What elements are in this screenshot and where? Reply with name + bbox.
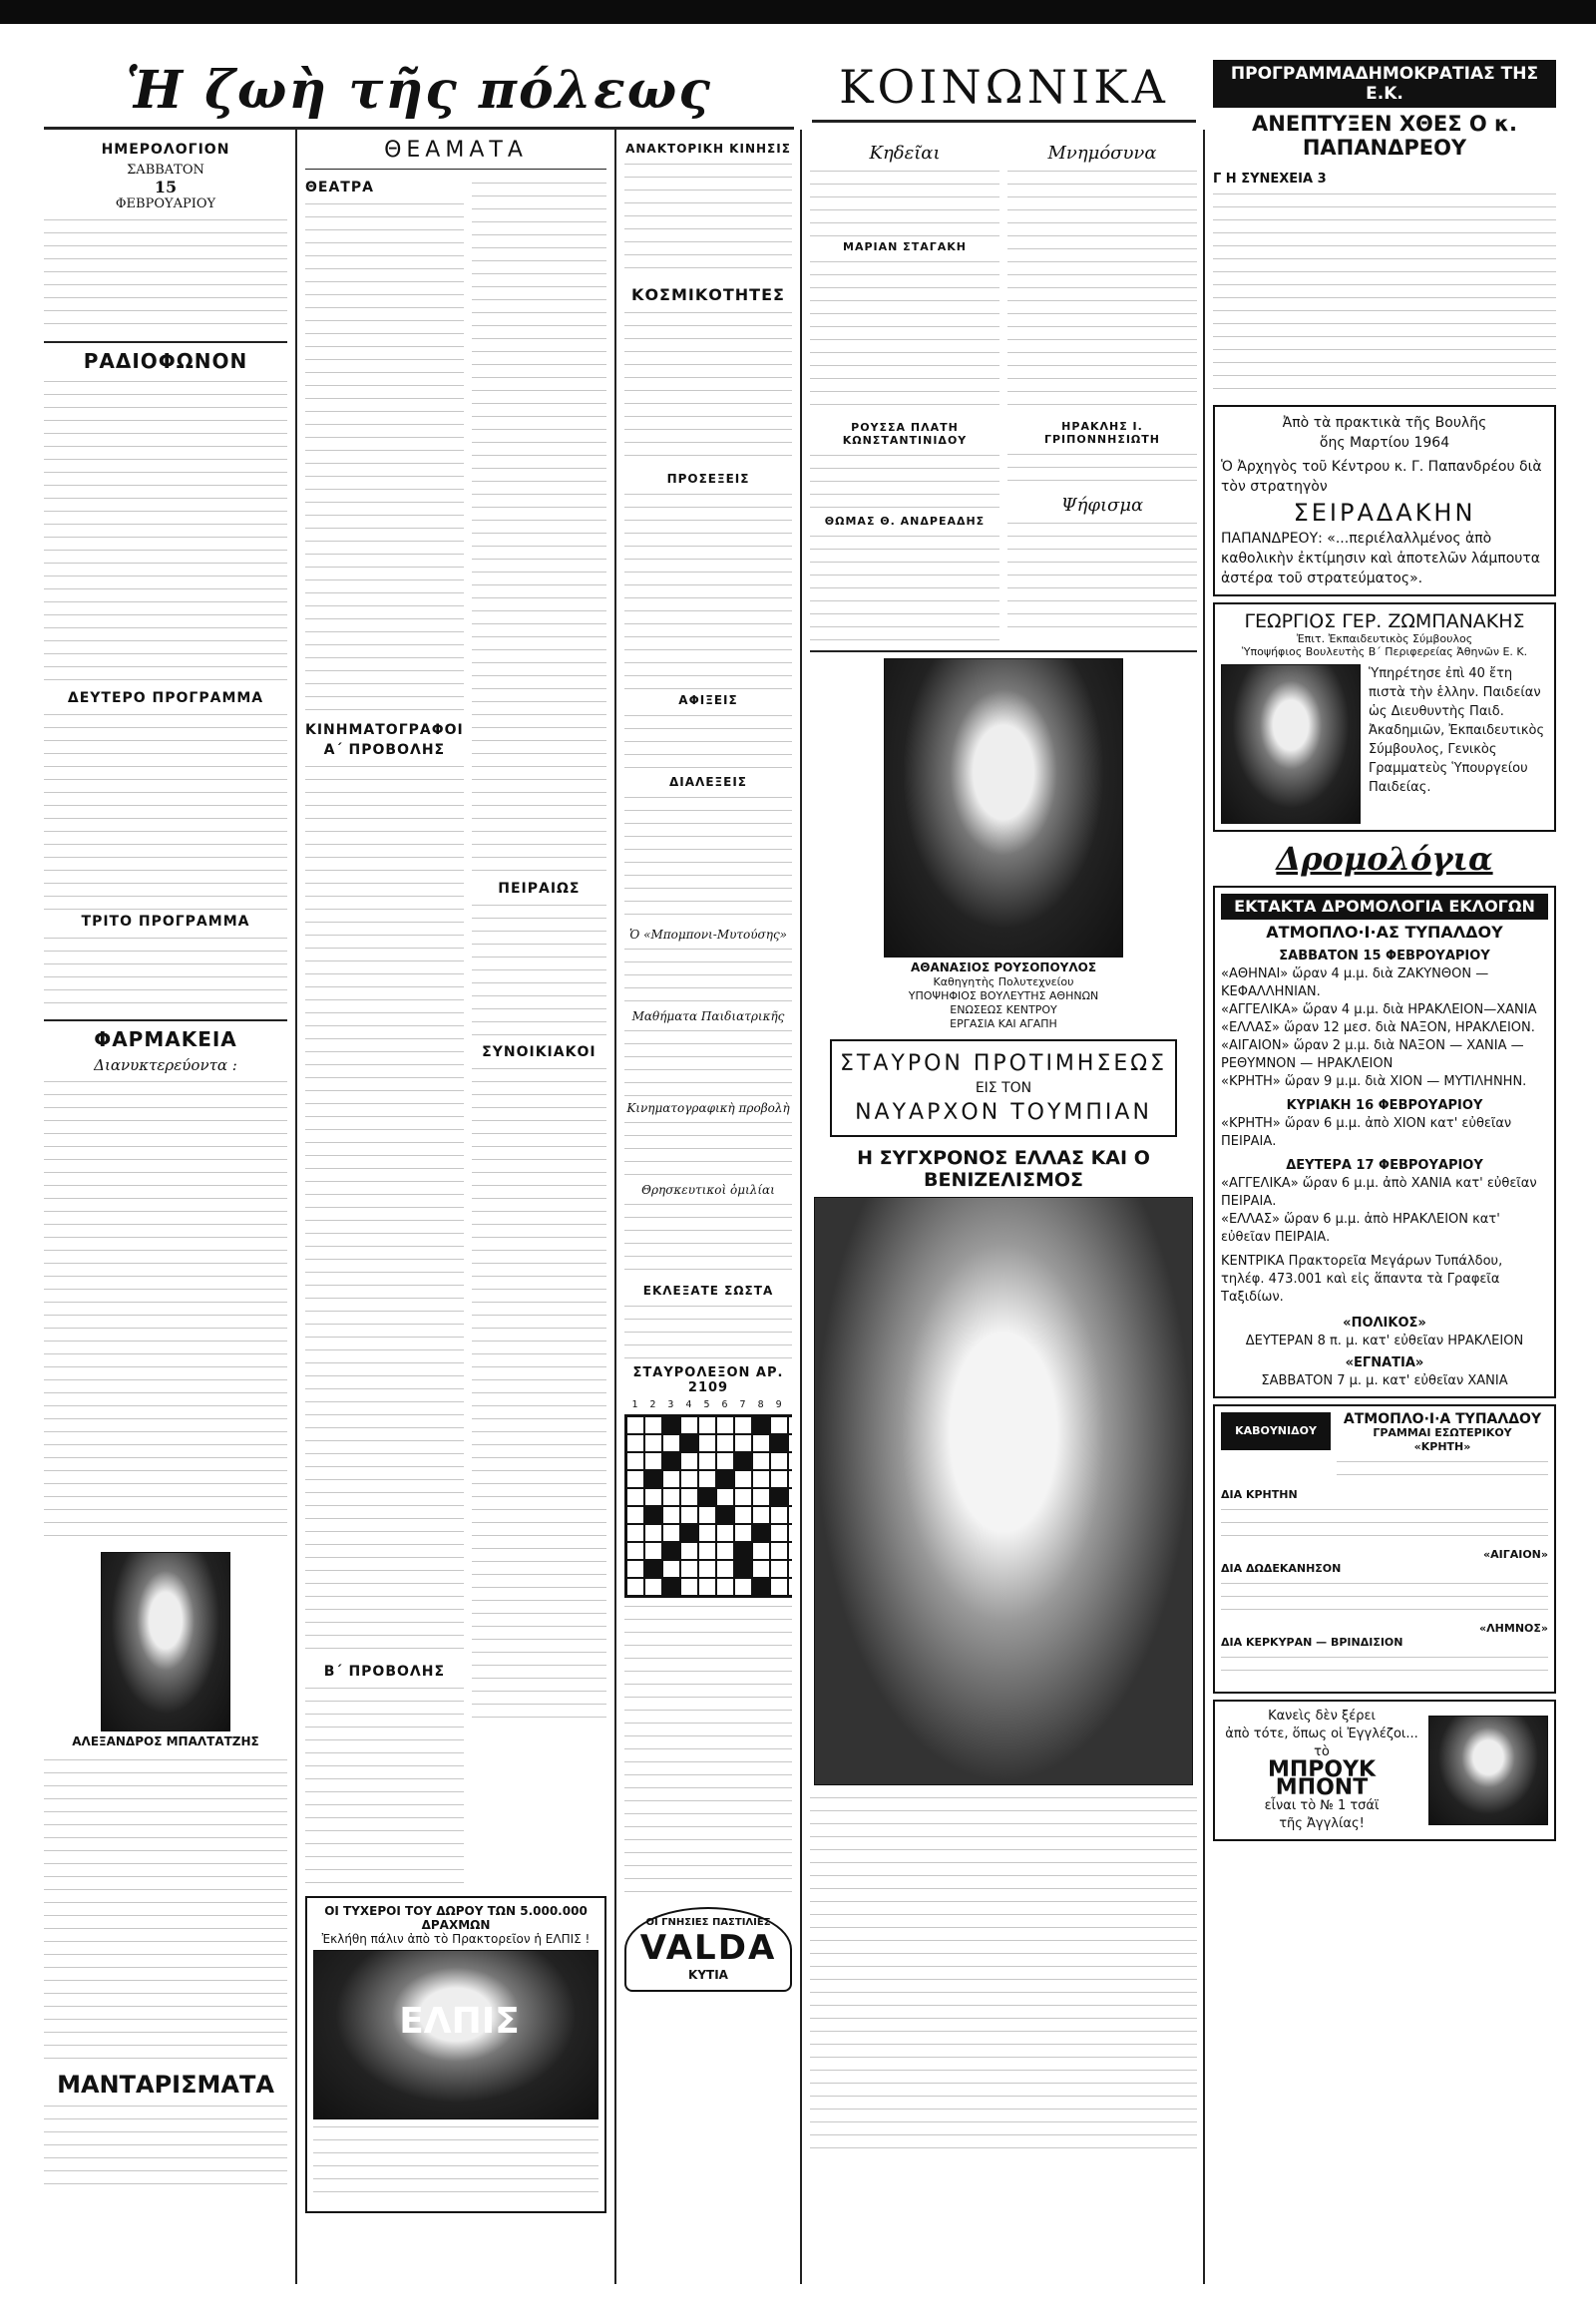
radio-head: ΡΑΔΙΟΦΩΝΟΝ xyxy=(83,349,248,373)
crossword-grid xyxy=(624,1414,792,1598)
calendar-head: ΗΜΕΡΟΛΟΓΙΟΝ xyxy=(101,142,230,158)
memorials-text xyxy=(1007,167,1197,416)
divider xyxy=(810,650,1197,652)
tea-pack-image xyxy=(1428,1716,1548,1825)
crossword-cell xyxy=(716,1488,734,1506)
route-line: «ΑΙΓΑΙΟΝ» ὥραν 2 μ.μ. διὰ ΝΑΞΟΝ — ΧΑΝΙΑ — ΡΕΘΥΜΝΟΝ — ΗΡΑΚΛΕΙΟΝ xyxy=(1221,1038,1524,1071)
crossword-cell xyxy=(698,1578,716,1596)
ship-3: «ΛΗΜΝΟΣ» xyxy=(1479,1622,1548,1635)
theatres-text xyxy=(305,199,464,718)
bomboniere-head: Ὁ «Μπομπονι-Μυτούσης» xyxy=(628,928,787,942)
crossword-cell xyxy=(698,1470,716,1488)
lottery-line2: Ἐκλήθη πάλιν ἀπὸ τὸ Πρακτορεῖον ἡ ΕΛΠΙΣ ! xyxy=(321,1932,591,1946)
crossword-cell xyxy=(788,1560,792,1578)
dia-kerkyran-text xyxy=(1221,1653,1548,1683)
theatres-head: ΘΕΑΤΡΑ xyxy=(305,180,374,195)
crossword-cell xyxy=(644,1434,662,1452)
crossword-cell xyxy=(734,1416,752,1434)
crossword-cell xyxy=(716,1434,734,1452)
right-banner-line1: ΠΡΟΓΡΑΜΜΑΔΗΜΟΚΡΑΤΙΑΣ ΤΗΣ Ε.Κ. xyxy=(1213,60,1556,108)
dia-dodekanison-text xyxy=(1221,1579,1548,1619)
crossword-cell xyxy=(716,1524,734,1542)
crossword-cell xyxy=(734,1524,752,1542)
newspaper-page xyxy=(44,60,1556,2289)
calendar-month: ΦΕΒΡΟΥΑΡΙΟΥ xyxy=(115,196,216,211)
continuation-note: Γ Η ΣΥΝΕΧΕΙΑ 3 xyxy=(1213,172,1327,187)
society-text xyxy=(624,308,792,468)
third-program-text xyxy=(44,934,287,1013)
funerals-text xyxy=(810,167,999,236)
crossword-cell xyxy=(752,1578,770,1596)
ship-1: «ΚΡΗΤΗ» xyxy=(1413,1440,1471,1453)
lottery-photo xyxy=(313,1950,598,2119)
crossword-cell xyxy=(770,1416,788,1434)
crossword-cell xyxy=(644,1560,662,1578)
ad-line2: ἀπὸ τότε, ὅπως οἱ Ἐγγλέζοι... xyxy=(1225,1727,1418,1741)
dia-kritin: ΔΙΑ ΚΡΗΤΗΝ xyxy=(1221,1488,1298,1501)
papandreou-quote: ΠΑΠΑΝΔΡΕΟΥ: «...περιέλαλλμένος ἀπὸ καθολικὴν ἐκτίμησιν καὶ ἀποτελῶν λάμπουτα ἀστέρα τοῦ στρατεύματος». xyxy=(1221,531,1541,586)
crossword-cell xyxy=(716,1578,734,1596)
theatres-left xyxy=(305,176,464,1886)
crossword-cell xyxy=(788,1470,792,1488)
pharmacies-text xyxy=(44,1077,287,1546)
piraeus-head: ΠΕΙΡΑΙΩΣ xyxy=(498,881,581,897)
crossword-cell xyxy=(716,1542,734,1560)
cinema-show-text xyxy=(624,1118,792,1178)
crossword-cell xyxy=(716,1416,734,1434)
crossword-cell xyxy=(734,1470,752,1488)
crossword-cell xyxy=(770,1470,788,1488)
arrivals-text xyxy=(624,711,792,771)
crossword-cell xyxy=(698,1434,716,1452)
crossword-cell xyxy=(698,1542,716,1560)
column-rule xyxy=(1203,130,1205,2284)
second-program-head: ΔΕΥΤΕΡΟ ΠΡΟΓΡΑΜΜΑ xyxy=(67,690,264,706)
third-program-head: ΤΡΙΤΟ ΠΡΟΓΡΑΜΜΑ xyxy=(81,914,250,930)
crossword-cell xyxy=(788,1434,792,1452)
calendar-date: 15 xyxy=(154,178,178,196)
crossword-cell xyxy=(626,1524,644,1542)
route-day: ΔΕΥΤΕΡΑ 17 ΦΕΒΡΟΥΑΡΙΟΥ xyxy=(1286,1158,1483,1173)
column-4 xyxy=(810,138,1197,2282)
rousopoulos-line2: ΥΠΟΨΗΦΙΟΣ ΒΟΥΛΕΥΤΗΣ ΑΘΗΝΩΝ xyxy=(908,989,1099,1002)
kavounidou-company xyxy=(1337,1412,1548,1488)
crossword-cell xyxy=(734,1578,752,1596)
portrait-text xyxy=(44,1755,287,2065)
court-head: ΑΝΑΚΤΟΡΙΚΗ ΚΙΝΗΣΙΣ xyxy=(625,142,791,156)
ad-line1: Κανεὶς δὲν ξέρει xyxy=(1268,1709,1376,1724)
rousopoulos-line3: ΕΝΩΣΕΩΣ ΚΕΝΤΡΟΥ xyxy=(950,1003,1057,1016)
column-3 xyxy=(624,138,792,2282)
calendar-day: ΣΑΒΒΑΤΟΝ xyxy=(127,163,204,178)
funerals-right xyxy=(1007,138,1197,644)
crossword-cell xyxy=(788,1524,792,1542)
psifisma-text xyxy=(1007,519,1197,638)
vouli-line1: Ἀπὸ τὰ πρακτικὰ τῆς Βουλῆς xyxy=(1282,415,1487,431)
column-rule xyxy=(295,130,297,2284)
masthead-title: Ἡ ζωὴ τῆς πόλεως xyxy=(126,60,712,121)
funerals-left xyxy=(810,138,999,644)
religious-text xyxy=(624,1200,792,1280)
crossword-cell xyxy=(626,1488,644,1506)
crossword-cell xyxy=(680,1542,698,1560)
crossword-cell xyxy=(644,1416,662,1434)
suburbs-head: ΣΥΝΟΙΚΙΑΚΟΙ xyxy=(482,1044,597,1060)
wedding-head: ΠΡΟΣΕΞΕΙΣ xyxy=(666,472,750,486)
ad-line3: τὸ xyxy=(1314,1744,1330,1759)
crossword-cell xyxy=(752,1542,770,1560)
crossword-cell xyxy=(626,1542,644,1560)
masthead-rule xyxy=(44,127,794,130)
crossword-cell xyxy=(788,1488,792,1506)
masthead-rule xyxy=(812,120,1196,123)
route-line: «ΚΡΗΤΗ» ὥραν 9 μ.μ. διὰ ΧΙΟΝ — ΜΥΤΙΛΗΝΗΝ. xyxy=(1221,1074,1527,1089)
lectures-head: ΔΙΑΛΕΞΕΙΣ xyxy=(669,775,747,789)
zompanakis-box xyxy=(1213,602,1556,832)
divider xyxy=(44,1019,287,1021)
kavounidou-logo: ΚΑΒΟΥΝΙΔΟΥ xyxy=(1221,1412,1331,1450)
papandreou-text xyxy=(1213,190,1556,399)
dia-dodekanison: ΔΙΑ ΔΩΔΕΚΑΝΗΣΟΝ xyxy=(1221,1562,1342,1575)
vouli-line3: Ὁ Ἀρχηγὸς τοῦ Κέντρου κ. Γ. Παπανδρέου διὰ τὸν στρατηγὸν xyxy=(1221,459,1542,495)
crossword-cell xyxy=(788,1506,792,1524)
crossword-cell xyxy=(734,1434,752,1452)
crossword-cell xyxy=(626,1452,644,1470)
funerals-split xyxy=(810,138,1197,644)
crossword-cell xyxy=(680,1560,698,1578)
crossword-cell xyxy=(644,1542,662,1560)
lottery-text xyxy=(313,2122,598,2202)
route-line: «ΕΛΛΑΣ» ὥραν 12 μεσ. διὰ ΝΑΞΟΝ, ΗΡΑΚΛΕΙΟΝ. xyxy=(1221,1020,1535,1035)
ektakta-banner: ΕΚΤΑΚΤΑ ΔΡΟΜΟΛΟΓΙΑ ΕΚΛΟΓΩΝ xyxy=(1221,894,1548,920)
top-black-bar xyxy=(0,0,1596,24)
route-day: ΣΑΒΒΑΤΟΝ 15 ΦΕΒΡΟΥΑΡΙΟΥ xyxy=(1279,949,1490,963)
dia-kerkyran: ΔΙΑ ΚΕΡΚΥΡΑΝ — ΒΡΙΝΔΙΣΙΟΝ xyxy=(1221,1636,1403,1649)
crossword-cell xyxy=(662,1560,680,1578)
calendar-text xyxy=(44,215,287,335)
ad-line5: τῆς Ἀγγλίας! xyxy=(1279,1816,1365,1831)
zompanakis-line1: Ἐπιτ. Ἐκπαιδευτικὸς Σύμβουλος xyxy=(1296,632,1473,645)
crossword-cell xyxy=(770,1524,788,1542)
crossword-cell xyxy=(770,1560,788,1578)
crossword-cell xyxy=(662,1470,680,1488)
divider xyxy=(44,341,287,343)
egnatia-line: ΣΑΒΒΑΤΟΝ 7 μ. μ. κατ' εὐθεῖαν ΧΑΝΙΑ xyxy=(1261,1373,1508,1388)
kavounidou-header xyxy=(1221,1412,1548,1488)
vouli-line2: ὅης Μαρτίου 1964 xyxy=(1319,435,1450,451)
crossword-cell xyxy=(716,1560,734,1578)
venizelos-banner: Η ΣΥΓΧΡΟΝΟΣ ΕΛΛΑΣ ΚΑΙ Ο ΒΕΝΙΖΕΛΙΣΜΟΣ xyxy=(857,1147,1150,1191)
lottery-ad xyxy=(305,1896,606,2213)
crossword-cell xyxy=(680,1452,698,1470)
brooke-bond-text xyxy=(1221,1708,1422,1833)
crossword-cell xyxy=(788,1578,792,1596)
masthead-right xyxy=(1213,60,1556,170)
crossword-cell xyxy=(680,1488,698,1506)
right-banner-line2: ΑΝΕΠΤΥΞΕΝ ΧΘΕΣ Ο κ. ΠΑΠΑΝΔΡΕΟΥ xyxy=(1252,112,1517,160)
crossword-cell xyxy=(644,1452,662,1470)
theatres-split xyxy=(305,176,606,1886)
crossword-clues xyxy=(624,1602,792,1901)
crossword-cell xyxy=(734,1488,752,1506)
crossword-cell xyxy=(734,1506,752,1524)
crossword-cell xyxy=(662,1578,680,1596)
piraeus-text xyxy=(472,901,606,1040)
politikos-head: «ΠΟΛΙΚΟΣ» xyxy=(1343,1316,1426,1331)
ektakta-box xyxy=(1213,886,1556,1398)
gynecologist-text xyxy=(810,532,999,641)
theatres-right xyxy=(472,176,606,1886)
politikos-line: ΔΕΥΤΕΡΑΝ 8 π. μ. κατ' εὐθεῖαν ΗΡΑΚΛΕΙΟΝ xyxy=(1245,1334,1524,1348)
crossword-cell xyxy=(788,1542,792,1560)
crossword-numbers: 1 2 3 4 5 6 7 8 9 xyxy=(631,1399,785,1410)
arrivals-head: ΑΦΙΞΕΙΣ xyxy=(678,693,738,707)
crossword-cell xyxy=(716,1470,734,1488)
crossword-cell xyxy=(698,1488,716,1506)
divider xyxy=(305,169,606,170)
wedding-text xyxy=(624,490,792,689)
crossword-cell xyxy=(752,1452,770,1470)
masthead-left xyxy=(44,60,794,130)
religious-head: Θρησκευτικοὶ ὁμιλίαι xyxy=(641,1183,775,1197)
theamata-head: ΘΕΑΜΑΤΑ xyxy=(384,138,528,163)
rousou-text xyxy=(810,451,999,511)
stavros-line2: ΕΙΣ ΤΟΝ xyxy=(975,1080,1032,1096)
first-run-head: Α΄ ΠΡΟΒΟΛΗΣ xyxy=(323,742,446,758)
venizelos-text xyxy=(810,1793,1197,2152)
company2-name: ΑΤΜΟΠΛΟ·Ι·Α ΤΥΠΑΛΔΟΥ xyxy=(1343,1411,1542,1427)
masthead-center xyxy=(812,60,1196,130)
lessons-text xyxy=(624,1026,792,1096)
dia-kritin-text xyxy=(1221,1505,1548,1545)
zompanakis-body xyxy=(1221,664,1548,824)
lectures-text xyxy=(624,793,792,923)
crossword-cell xyxy=(626,1470,644,1488)
crossword-cell xyxy=(770,1434,788,1452)
kentriki-text: ΚΕΝΤΡΙΚΑ Πρακτορεῖα Μεγάρων Τυπάλδου, τηλέφ. 473.001 καὶ εἰς ἅπαντα τὰ Γραφεῖα Ταξιδίων. xyxy=(1221,1254,1503,1305)
routes-list xyxy=(1221,948,1548,1247)
theatres-text-right xyxy=(472,179,606,877)
rousopoulos-name: ΑΘΑΝΑΣΙΟΣ ΡΟΥΣΟΠΟΥΛΟΣ xyxy=(910,960,1097,974)
crossword-cell xyxy=(752,1434,770,1452)
koinonika-title: ΚΟΙΝΩΝΙΚΑ xyxy=(839,60,1169,114)
crossword-cell xyxy=(680,1578,698,1596)
court-text xyxy=(624,160,792,279)
cinema-show-head: Κινηματογραφικὴ προβολὴ xyxy=(626,1101,790,1115)
pharmacies-sub: Διανυκτερεύοντα : xyxy=(94,1056,237,1074)
cinemas-head: ΚΙΝΗΜΑΤΟΓΡΑΦΟΙ xyxy=(305,722,464,738)
crossword-cell xyxy=(770,1452,788,1470)
crossword-cell xyxy=(716,1506,734,1524)
crossword-cell xyxy=(752,1416,770,1434)
column-rule xyxy=(800,130,802,2284)
rousou-name: ΡΟΥΣΣΑ ΠΛΑΤΗ ΚΩΝΣΤΑΝΤΙΝΙΔΟΥ xyxy=(842,421,968,447)
dromologia-title: Δρομολόγια xyxy=(1276,840,1493,878)
second-run-head: Β΄ ΠΡΟΒΟΛΗΣ xyxy=(323,1664,446,1680)
speaker-photo xyxy=(814,1197,1193,1785)
crossword-cell xyxy=(626,1434,644,1452)
second-program-text xyxy=(44,710,287,910)
ship-1-text xyxy=(1337,1457,1548,1485)
crossword-cell xyxy=(644,1524,662,1542)
crossword-cell xyxy=(752,1488,770,1506)
mandarismata-text xyxy=(44,2102,287,2191)
second-run-text xyxy=(305,1684,464,1883)
rousopoulos-line4: ΕΡΓΑΣΙΑ ΚΑΙ ΑΓΑΠΗ xyxy=(950,1017,1057,1030)
valda-brand: VALDA xyxy=(639,1928,777,1968)
crossword-head: ΣΤΑΥΡΟΛΕΞΟΝ ΑΡ. 2109 xyxy=(632,1365,784,1395)
crossword-cell xyxy=(680,1524,698,1542)
route-line: «ΑΓΓΕΛΙΚΑ» ὥραν 6 μ.μ. ἀπὸ ΧΑΝΙΑ κατ' εὐθεῖαν ΠΕΙΡΑΙΑ. xyxy=(1221,1176,1537,1209)
zompanakis-name: ΓΕΩΡΓΙΟΣ ΓΕΡ. ΖΩΜΠΑΝΑΚΗΣ xyxy=(1244,610,1525,632)
zompanakis-text: Ὑπηρέτησε ἐπὶ 40 ἔτη πιστὰ τὴν ἑλλην. Παιδείαν ὡς Διευθυντὴς Παιδ. Ἀκαδημιῶν, Ἐκπαιδευτικὸς Σύμβουλος, Γενικὸς Γραμματεὺς Ὑπουργείου Παιδείας. xyxy=(1369,666,1545,795)
portrait-caption: ΑΛΕΞΑΝΔΡΟΣ ΜΠΑΛΤΑΤΖΗΣ xyxy=(72,1734,259,1748)
portrait-photo xyxy=(101,1552,230,1731)
correction-text xyxy=(624,1302,792,1361)
crossword-cell xyxy=(734,1452,752,1470)
mandarismata-head: ΜΑΝΤΑΡΙΣΜΑΤΑ xyxy=(57,2071,274,2099)
crossword-cell xyxy=(680,1416,698,1434)
column-2 xyxy=(305,138,606,2282)
crossword-cell xyxy=(644,1488,662,1506)
rousopoulos-caption xyxy=(810,960,1197,1031)
route-line: «ΕΛΛΑΣ» ὥραν 6 μ.μ. ἀπὸ ΗΡΑΚΛΕΙΟΝ κατ' εὐθεῖαν ΠΕΙΡΑΙΑ. xyxy=(1221,1212,1500,1245)
company2-sub: ΓΡΑΜΜΑΙ ΕΣΩΤΕΡΙΚΟΥ xyxy=(1373,1426,1512,1439)
crossword-cell xyxy=(662,1506,680,1524)
crossword-cell xyxy=(788,1416,792,1434)
bomboniere-text xyxy=(624,945,792,1004)
gynecologist-name: ΘΩΜΑΣ Θ. ΑΝΔΡΕΑΔΗΣ xyxy=(824,515,986,528)
valda-ad xyxy=(624,1907,792,1992)
crossword-cell xyxy=(770,1506,788,1524)
crossword-cell xyxy=(680,1470,698,1488)
lottery-photo-text: ΕΛΠΙΣ xyxy=(399,2001,520,2043)
rousopoulos-line1: Καθηγητὴς Πολυτεχνείου xyxy=(933,975,1074,988)
route-line: «ΚΡΗΤΗ» ὥραν 6 μ.μ. ἀπὸ ΧΙΟΝ κατ' εὐθεῖαν ΠΕΙΡΑΙΑ. xyxy=(1221,1116,1512,1149)
crossword-cell xyxy=(662,1416,680,1434)
crossword-cell xyxy=(716,1452,734,1470)
zompanakis-line2: Ὑποψήφιος Βουλευτὴς Β΄ Περιφερείας Ἀθηνῶν Ε. Κ. xyxy=(1241,645,1528,658)
crossword-cell xyxy=(626,1560,644,1578)
crossword-cell xyxy=(770,1542,788,1560)
doctor-name: ΜΑΡΙΑΝ ΣΤΑΓΑΚΗ xyxy=(843,240,967,253)
company-name: ΑΤΜΟΠΛΟ·Ι·ΑΣ ΤΥΠΑΛΔΟΥ xyxy=(1266,923,1503,942)
crossword-cell xyxy=(680,1506,698,1524)
seiradakis-name: ΣΕΙΡΑΔΑΚΗΝ xyxy=(1293,499,1476,527)
vouli-box xyxy=(1213,405,1556,596)
crossword-cell xyxy=(662,1524,680,1542)
egnatia-head: «ΕΓΝΑΤΙΑ» xyxy=(1345,1355,1424,1370)
crossword-cell xyxy=(752,1506,770,1524)
route-day: ΚΥΡΙΑΚΗ 16 ΦΕΒΡΟΥΑΡΙΟΥ xyxy=(1286,1098,1483,1113)
crossword-cell xyxy=(644,1578,662,1596)
iraklis-text xyxy=(1007,450,1197,490)
crossword-cell xyxy=(770,1488,788,1506)
stavros-line3: ΝΑΥΑΡΧΟΝ ΤΟΥΜΠΙΑΝ xyxy=(855,1100,1152,1125)
lottery-line1: ΟΙ ΤΥΧΕΡΟΙ ΤΟΥ ΔΩΡΟΥ ΤΩΝ 5.000.000 ΔΡΑΧΜΩΝ xyxy=(324,1904,588,1932)
psifisma-head: Ψήφισμα xyxy=(1060,495,1144,516)
stavros-line1: ΣΤΑΥΡΟΝ ΠΡΟΤΙΜΗΣΕΩΣ xyxy=(840,1051,1167,1076)
iraklis-name: ΗΡΑΚΛΗΣ Ι. ΓΡΙΠΟΝΝΗΣΙΩΤΗ xyxy=(1043,420,1160,446)
ship-2: «ΑΙΓΑΙΟΝ» xyxy=(1483,1548,1548,1561)
pharmacies-head: ΦΑΡΜΑΚΕΙΑ xyxy=(94,1027,237,1051)
doctor-text xyxy=(810,257,999,417)
kavounidou-box xyxy=(1213,1404,1556,1694)
crossword-cell xyxy=(662,1434,680,1452)
stavros-box xyxy=(830,1039,1177,1137)
column-1 xyxy=(44,138,287,2282)
column-5 xyxy=(1213,172,1556,2276)
funerals-head: Κηδεῖαι xyxy=(869,143,941,164)
crossword-cell xyxy=(662,1542,680,1560)
suburbs-text xyxy=(472,1064,606,1723)
crossword-cell xyxy=(626,1578,644,1596)
crossword-cell xyxy=(752,1560,770,1578)
zompanakis-photo xyxy=(1221,664,1361,824)
crossword-cell xyxy=(698,1416,716,1434)
lessons-head: Μαθήματα Παιδιατρικῆς xyxy=(631,1009,785,1023)
crossword-cell xyxy=(698,1506,716,1524)
memorials-head: Μνημόσυνα xyxy=(1047,143,1157,164)
crossword-cell xyxy=(644,1506,662,1524)
society-head: ΚΟΣΜΙΚΟΤΗΤΕΣ xyxy=(631,285,785,304)
column-rule xyxy=(614,130,616,2284)
route-line: «ΑΓΓΕΛΙΚΑ» ὥραν 4 μ.μ. διὰ ΗΡΑΚΛΕΙΟΝ—ΧΑΝΙΑ xyxy=(1221,1002,1537,1017)
crossword-cell xyxy=(680,1434,698,1452)
valda-line1: ΟΙ ΓΝΗΣΙΕΣ ΠΑΣΤΙΛΙΕΣ xyxy=(645,1917,771,1928)
crossword-cell xyxy=(734,1542,752,1560)
crossword-cell xyxy=(698,1452,716,1470)
rousopoulos-photo xyxy=(884,658,1123,958)
crossword-cell xyxy=(770,1578,788,1596)
route-line: «ΑΘΗΝΑΙ» ὥραν 4 μ.μ. διὰ ΖΑΚΥΝΘΟΝ — ΚΕΦΑΛΛΗΝΙΑΝ. xyxy=(1221,966,1489,999)
crossword-cell xyxy=(626,1416,644,1434)
brooke-bond-ad xyxy=(1213,1700,1556,1841)
crossword-cell xyxy=(662,1452,680,1470)
crossword-cell xyxy=(626,1506,644,1524)
ad-brand: ΜΠΡΟΥΚ ΜΠΟΝΤ xyxy=(1267,1757,1377,1800)
valda-line2: ΚΥΤΙΑ xyxy=(688,1968,728,1982)
crossword-cell xyxy=(752,1524,770,1542)
correction-head: ΕΚΛΕΞΑΤΕ ΣΩΣΤΑ xyxy=(642,1284,774,1298)
radio-text xyxy=(44,377,287,686)
ad-line4: εἶναι τὸ № 1 τσάϊ xyxy=(1264,1798,1380,1813)
crossword-cell xyxy=(698,1524,716,1542)
crossword-cell xyxy=(698,1560,716,1578)
crossword-cell xyxy=(734,1560,752,1578)
calendar-block xyxy=(44,162,287,212)
crossword-cell xyxy=(788,1452,792,1470)
crossword-cell xyxy=(662,1488,680,1506)
crossword-cell xyxy=(644,1470,662,1488)
first-run-text xyxy=(305,762,464,1660)
crossword-cell xyxy=(752,1470,770,1488)
